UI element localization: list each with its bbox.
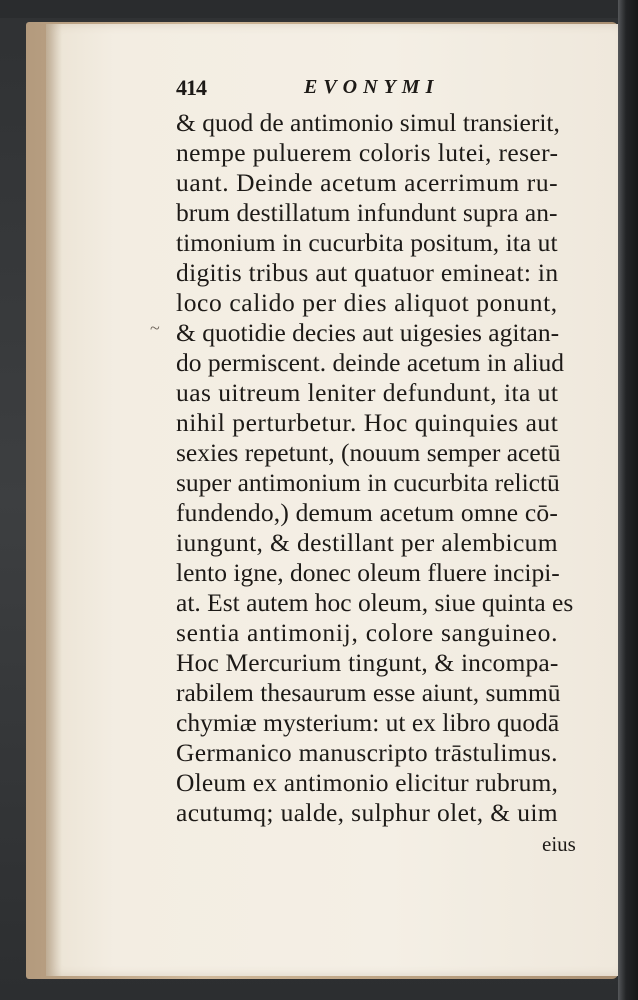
- page-number: 414: [176, 75, 206, 100]
- text-line: lento igne, donec oleum fluere incipi-: [176, 558, 560, 587]
- running-head: EVONYMI: [304, 76, 440, 98]
- scan-top-edge: [0, 0, 638, 18]
- text-line: timonium in cucurbita positum, ita ut: [176, 228, 558, 257]
- text-line: sexies repetunt, (nouum semper acetū: [176, 438, 561, 467]
- text-line: at. Est autem hoc oleum, siue quinta es: [176, 588, 574, 617]
- text-line: acutumq; ualde, sulphur olet, & uim: [176, 798, 558, 827]
- text-line: super antimonium in cucurbita relictū: [176, 468, 560, 497]
- text-line: nempe puluerem coloris lutei, reser-: [176, 138, 559, 167]
- text-line: uas uitreum leniter defundunt, ita ut: [176, 378, 559, 407]
- gutter-shadow: [46, 24, 62, 976]
- page-header: [176, 75, 516, 103]
- text-line: nihil perturbetur. Hoc quinquies aut: [176, 408, 559, 437]
- text-line: rabilem thesaurum esse aiunt, summū: [176, 678, 561, 707]
- text-line: digitis tribus aut quatuor emineat: in: [176, 258, 559, 287]
- text-line: fundendo,) demum acetum omne cō-: [176, 498, 559, 527]
- text-line: & quod de antimonio simul transierit,: [176, 108, 560, 137]
- text-line: uant. Deinde acetum acerrimum ru-: [176, 168, 559, 197]
- margin-mark: ~: [150, 318, 160, 338]
- text-line: sentia antimonij, colore sanguineo.: [176, 618, 559, 647]
- book-right-edge: [618, 0, 638, 1000]
- catchword: eius: [542, 832, 576, 856]
- text-line: Oleum ex antimonio elicitur rubrum,: [176, 768, 559, 797]
- text-line: brum destillatum infundunt supra an-: [176, 198, 558, 227]
- text-line: iungunt, & destillant per alembicum: [176, 528, 558, 557]
- text-line: loco calido per dies aliquot ponunt,: [176, 288, 558, 317]
- text-line: do permiscent. deinde acetum in aliud: [176, 348, 565, 377]
- text-line: Germanico manuscripto trāstulimus.: [176, 738, 558, 767]
- text-line: Hoc Mercurium tingunt, & incompa-: [176, 648, 559, 677]
- text-line: chymiæ mysterium: ut ex libro quodā: [176, 708, 560, 737]
- text-line: & quotidie decies aut uigesies agitan-: [176, 318, 560, 347]
